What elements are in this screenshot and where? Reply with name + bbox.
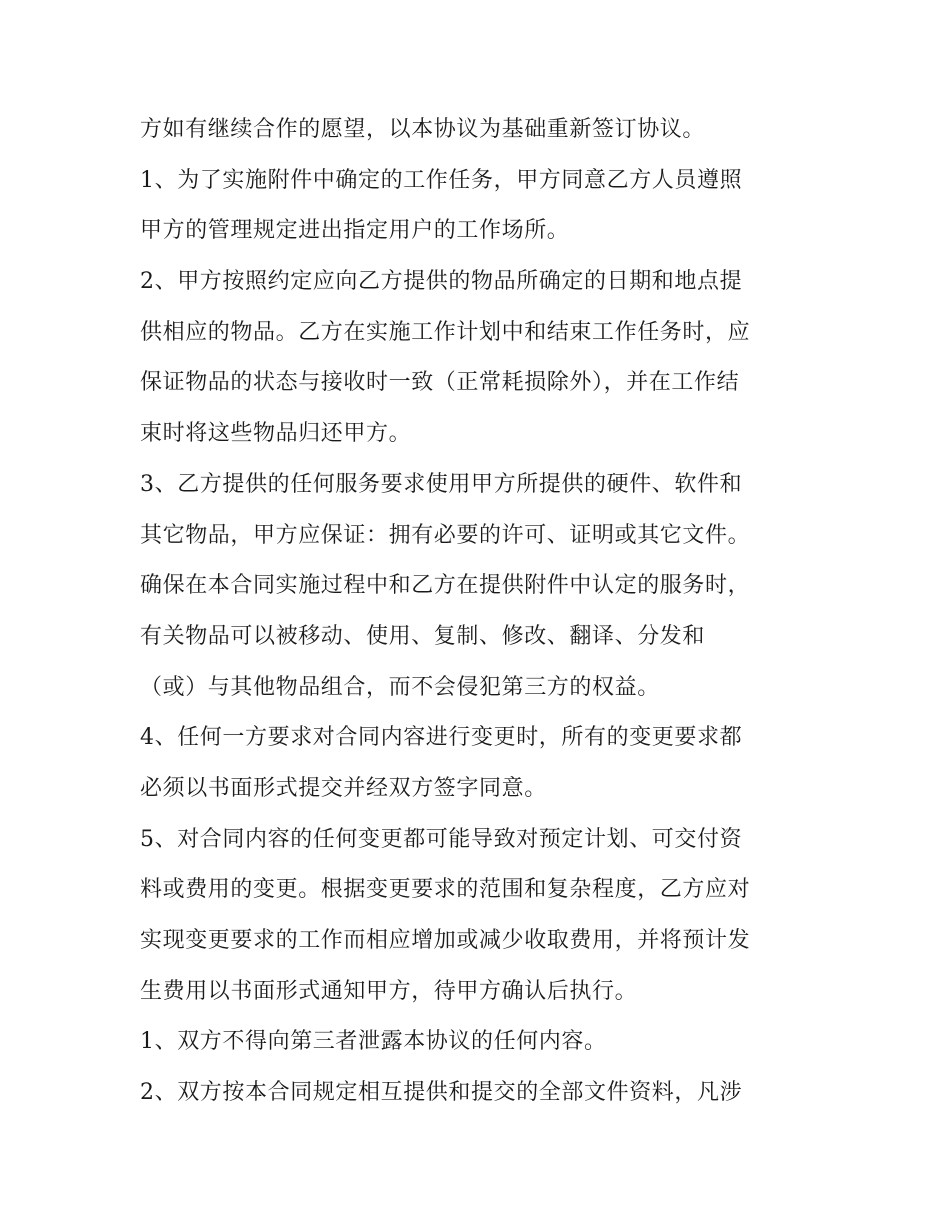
text-line: 确保在本合同实施过程中和乙方在提供附件中认定的服务时， — [140, 573, 751, 599]
text-line: 实现变更要求的工作而相应增加或减少收取费用，并将预计发 — [140, 928, 751, 953]
text-line: 2、甲方按照约定应向乙方提供的物品所确定的日期和地点提 — [140, 269, 743, 295]
text-line: 5、对合同内容的任何变更都可能导致对预定计划、可交付资 — [140, 826, 743, 852]
text-line: （或）与其他物品组合，而不会侵犯第三方的权益。 — [140, 674, 660, 700]
text-line: 必须以书面形式提交并经双方签字同意。 — [140, 775, 547, 801]
text-line: 3、乙方提供的任何服务要求使用甲方所提供的硬件、软件和 — [140, 471, 743, 497]
text-line: 甲方的管理规定进出指定用户的工作场所。 — [140, 218, 570, 244]
text-line: 有关物品可以被移动、使用、复制、修改、翻译、分发和 — [140, 623, 706, 649]
text-line: 1、双方不得向第三者泄露本协议的任何内容。 — [140, 1029, 607, 1055]
text-line: 料或费用的变更。根据变更要求的范围和复杂程度，乙方应对 — [140, 877, 751, 903]
text-line: 束时将这些物品归还甲方。 — [140, 421, 412, 447]
text-line: 保证物品的状态与接收时一致（正常耗损除外），并在工作结 — [140, 370, 740, 396]
text-line: 2、双方按本合同规定相互提供和提交的全部文件资料，凡涉 — [140, 1080, 743, 1106]
text-line: 其它物品，甲方应保证：拥有必要的许可、证明或其它文件。 — [140, 522, 751, 548]
text-line: 方如有继续合作的愿望，以本协议为基础重新签订协议。 — [140, 117, 706, 142]
text-line: 生费用以书面形式通知甲方，待甲方确认后执行。 — [140, 978, 638, 1004]
text-line: 供相应的物品。乙方在实施工作计划中和结束工作任务时，应 — [140, 319, 751, 345]
contract-text — [140, 105, 820, 1119]
text-line: 4、任何一方要求对合同内容进行变更时，所有的变更要求都 — [140, 725, 743, 751]
text-line: 1、为了实施附件中确定的工作任务，甲方同意乙方人员遵照 — [140, 167, 743, 193]
